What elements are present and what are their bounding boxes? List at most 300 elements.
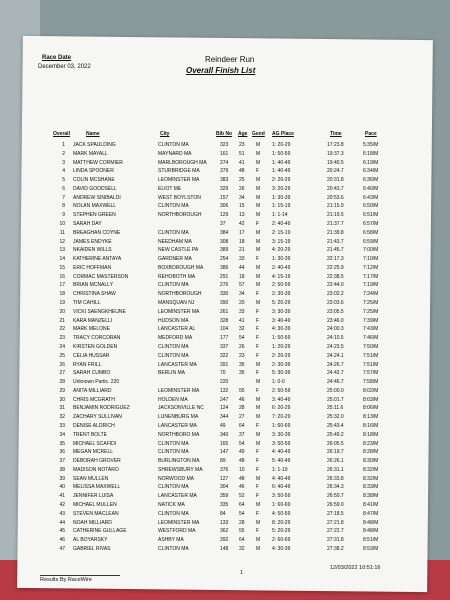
runner-gender: M <box>256 203 261 210</box>
runner-gender: M <box>256 273 261 280</box>
runner-city: STURBRIDGE MA <box>158 168 200 175</box>
runner-gender: M <box>256 264 261 271</box>
finish-time: 21:43.7 <box>327 238 344 245</box>
runner-gender: M <box>256 194 261 201</box>
footer-rule <box>40 575 120 576</box>
runner-city: CLINTON MA <box>158 545 189 552</box>
runner-age: 13 <box>239 212 245 219</box>
runner-age: 34 <box>239 194 245 201</box>
runner-city: LANCASTER AL <box>158 326 196 333</box>
runner-name: Unknown Partic. 220 <box>73 379 120 386</box>
runner-gender: M <box>256 475 261 482</box>
table-row <box>0 335 450 344</box>
runner-name: NOAH MILLIARD <box>73 519 112 526</box>
runner-city: GARDNER MA <box>158 256 192 263</box>
age-group-place: 4: 40-49 <box>272 449 291 456</box>
runner-name: CORMAC MASTERSON <box>73 273 129 280</box>
age-group-place: 5: 40-49 <box>272 458 291 465</box>
runner-gender: F <box>256 370 260 377</box>
age-group-place: 2: 60-69 <box>272 537 291 544</box>
table-row <box>0 484 450 493</box>
runner-name: CATHERINE GULLAGE <box>73 528 127 535</box>
runner-name: BREAGHAN COYNE <box>73 229 121 236</box>
runner-city: CLINTON MA <box>158 440 189 447</box>
runner-city: LEOMINSTER MA <box>158 519 200 526</box>
pace: 8:23/M <box>363 440 379 447</box>
age-group-place: 2: 20-29 <box>272 177 291 184</box>
table-row <box>0 256 450 265</box>
finish-time: 20:31.8 <box>327 177 344 184</box>
runner-city: ELIOT ME <box>158 185 182 192</box>
runner-age: 28 <box>239 519 245 526</box>
runner-age: 21 <box>239 247 245 254</box>
table-row <box>0 414 450 423</box>
bib-number: 124 <box>220 405 229 412</box>
overall-place: 4 <box>62 168 65 175</box>
results-by: Results By RaceWire <box>40 577 92 583</box>
overall-place: 3 <box>62 159 65 166</box>
table-row <box>0 309 450 318</box>
runner-name: SARAH CUMBO <box>73 370 111 377</box>
runner-city: MAYNARD MA <box>158 150 192 157</box>
runner-age: 57 <box>239 282 245 289</box>
runner-gender: M <box>256 282 261 289</box>
finish-time: 20:53.6 <box>327 194 344 201</box>
runner-age: 55 <box>239 528 245 535</box>
age-group-place: 1: 20-29 <box>272 142 291 148</box>
pace: 8:38/M <box>363 493 379 500</box>
age-group-place: 6: 20-29 <box>272 405 291 412</box>
table-row <box>0 449 450 458</box>
finish-time: 22:38.5 <box>327 273 344 280</box>
runner-age: 41 <box>239 159 245 166</box>
bib-number: 291 <box>220 273 229 280</box>
overall-place: 22 <box>59 326 65 333</box>
table-row <box>0 300 450 309</box>
overall-place: 40 <box>59 484 65 491</box>
runner-city: LEOMINSTER MA <box>158 387 200 394</box>
runner-age: 32 <box>239 326 245 333</box>
runner-age: 32 <box>239 545 245 552</box>
overall-place: 41 <box>59 493 65 500</box>
bib-number: 323 <box>220 142 229 148</box>
finish-time: 27:18.5 <box>327 510 344 517</box>
col-header-name: Name <box>86 131 100 137</box>
bib-number: 70 <box>220 370 226 377</box>
runner-name: TRENT BOLTE <box>73 431 107 438</box>
table-row <box>0 546 450 555</box>
age-group-place: 3: 50-59 <box>272 493 291 500</box>
runner-name: MELISSA MAXWELL <box>73 484 121 491</box>
runner-city: HOLDEN MA <box>158 396 188 403</box>
overall-place: 15 <box>59 264 65 271</box>
runner-age: 48 <box>239 475 245 482</box>
overall-place: 24 <box>59 343 65 350</box>
age-group-place: 1: 40-49 <box>272 168 291 175</box>
runner-gender: F <box>256 466 260 473</box>
runner-gender: F <box>256 528 260 535</box>
runner-city: MEDFORD MA <box>158 335 193 342</box>
pace: 7:58/M <box>363 379 379 386</box>
age-group-place: 4: 40-49 <box>272 475 291 482</box>
race-date-label: Race Date <box>42 55 72 61</box>
finish-time: 23:02.2 <box>327 291 344 298</box>
runner-name: LINDA SPOONER <box>73 168 114 175</box>
runner-gender: M <box>256 537 261 544</box>
runner-gender: F <box>256 256 260 263</box>
table-row <box>0 239 450 248</box>
overall-place: 8 <box>62 203 65 210</box>
table-row <box>0 282 450 291</box>
bib-number: 165 <box>220 440 229 447</box>
col-header-age: Age <box>238 131 248 137</box>
bib-number: 328 <box>220 317 229 324</box>
table-row <box>0 177 450 186</box>
table-row <box>0 528 450 537</box>
finish-time: 21:19.5 <box>327 212 344 219</box>
runner-city: CLINTON MA <box>158 343 189 350</box>
age-group-place: 6: 40-49 <box>272 484 291 491</box>
overall-place: 28 <box>59 379 65 386</box>
finish-time: 27:22.7 <box>327 528 344 535</box>
table-row <box>0 344 450 353</box>
runner-name: AL BOYARSKY <box>73 537 108 544</box>
table-row <box>0 186 450 195</box>
bib-number: 362 <box>220 528 229 535</box>
overall-place: 38 <box>59 466 65 473</box>
runner-gender: F <box>256 510 260 517</box>
bib-number: 322 <box>220 352 229 359</box>
table-row <box>0 511 450 520</box>
runner-gender: F <box>256 326 260 333</box>
runner-name: NOLAN MAXWELL <box>73 203 117 210</box>
runner-name: ERIC HOFFMAN <box>73 264 112 271</box>
runner-city: CLINTON MA <box>158 203 189 210</box>
runner-age: 27 <box>239 414 245 421</box>
pace: 7:50/M <box>363 343 379 350</box>
age-group-place: 1: 0-0 <box>272 379 285 386</box>
runner-age: 25 <box>239 177 245 184</box>
finish-time: 21:39.8 <box>327 229 344 236</box>
table-row <box>0 537 450 546</box>
age-group-place: 5: 20-29 <box>272 528 291 535</box>
runner-city: HUDSON MA <box>158 317 189 324</box>
finish-time: 25:11.6 <box>327 405 344 412</box>
bib-number: 337 <box>220 343 229 350</box>
bib-number: 376 <box>220 466 229 473</box>
runner-age: 48 <box>239 458 245 465</box>
age-group-place: 3: 50-59 <box>272 440 291 447</box>
bib-number: 132 <box>220 387 229 394</box>
finish-time: 24:42.7 <box>327 370 344 377</box>
runner-name: KARA MANZELLI <box>73 317 113 324</box>
overall-place: 46 <box>59 537 65 544</box>
bib-number: 127 <box>220 475 229 482</box>
runner-age: 42 <box>239 221 245 228</box>
overall-place: 39 <box>59 475 65 482</box>
overall-place: 2 <box>62 150 65 157</box>
pace: 7:57/M <box>363 370 379 377</box>
runner-gender: F <box>256 335 260 342</box>
table-row <box>0 405 450 414</box>
runner-gender: F <box>256 422 260 429</box>
bib-number: 254 <box>220 256 229 263</box>
runner-gender: F <box>256 387 260 394</box>
overall-place: 25 <box>59 352 65 359</box>
age-group-place: 4: 50-59 <box>272 510 291 517</box>
bib-number: 390 <box>220 300 229 307</box>
runner-gender: M <box>256 185 261 192</box>
finish-time: 27:38.2 <box>327 545 344 552</box>
table-row <box>0 520 450 529</box>
runner-city: CLINTON MA <box>158 229 189 236</box>
pace: 7:43/M <box>363 326 379 333</box>
overall-place: 31 <box>59 405 65 412</box>
finish-time: 25:43.4 <box>327 422 344 429</box>
overall-place: 20 <box>59 308 65 315</box>
table-row <box>0 353 450 362</box>
runner-name: MARK MELONE <box>73 326 110 333</box>
runner-city: REHOBOTH MA <box>158 273 196 280</box>
table-row <box>0 493 450 502</box>
pace: 8:28/M <box>363 449 379 456</box>
runner-gender: F <box>256 449 260 456</box>
runner-city: BOXBOROUGH MA <box>158 264 204 271</box>
runner-age: 44 <box>239 264 245 271</box>
age-group-place: 1: 20-29 <box>272 343 291 350</box>
runner-age: 10 <box>239 466 245 473</box>
runner-name: RYAN FRILL <box>73 361 102 368</box>
runner-name: GABRIEL RIVAS <box>73 545 111 552</box>
pace: 6:50/M <box>363 203 379 210</box>
runner-gender: M <box>256 361 261 368</box>
bib-number: 335 <box>220 501 229 508</box>
table-row <box>0 274 450 283</box>
age-group-place: 2: 40-49 <box>272 221 291 228</box>
pace: 6:43/M <box>363 194 379 201</box>
runner-age: 20 <box>239 300 245 307</box>
pace: 8:13/M <box>363 414 379 421</box>
finish-time: 23:05.5 <box>327 308 344 315</box>
runner-age: 51 <box>239 150 245 157</box>
overall-place: 43 <box>59 510 65 517</box>
age-group-place: 1: 30-39 <box>272 194 291 201</box>
bib-number: 161 <box>220 150 229 157</box>
table-row <box>0 212 450 221</box>
runner-age: 28 <box>239 405 245 412</box>
finish-time: 19:40.5 <box>327 159 344 166</box>
table-row <box>0 370 450 379</box>
age-group-place: 2: 50-59 <box>272 387 291 394</box>
runner-gender: M <box>256 212 261 219</box>
finish-time: 25:32.0 <box>327 414 344 421</box>
overall-place: 10 <box>59 221 65 228</box>
pace: 8:53/M <box>363 545 379 552</box>
bib-number: 306 <box>220 203 229 210</box>
bib-number: 89 <box>220 458 226 465</box>
runner-name: KATHERINE ANTAYA <box>73 256 122 263</box>
age-group-place: 5: 30-39 <box>272 370 291 377</box>
pace: 7:12/M <box>363 264 379 271</box>
runner-age: 35 <box>239 370 245 377</box>
age-group-place: 5: 20-29 <box>272 300 291 307</box>
bib-number: 274 <box>220 159 229 166</box>
pace: 6:51/M <box>363 212 379 219</box>
bib-number: 308 <box>220 238 229 245</box>
runner-name: SARAH DAY <box>73 221 102 228</box>
col-header-city: City <box>160 131 170 137</box>
overall-place: 11 <box>59 229 65 236</box>
table-row <box>0 388 450 397</box>
bib-number: 391 <box>220 361 229 368</box>
runner-name: CELIA HUSSAR <box>73 352 110 359</box>
runner-gender: M <box>256 150 261 157</box>
table-row <box>0 467 450 476</box>
overall-place: 32 <box>59 414 65 421</box>
finish-time: 26:05.5 <box>327 440 344 447</box>
runner-city: CLINTON MA <box>158 352 189 359</box>
table-row <box>0 291 450 300</box>
overall-place: 26 <box>59 361 65 368</box>
finish-time: 24:24.1 <box>327 352 344 359</box>
pace: 7:00/M <box>363 247 379 254</box>
runner-gender: M <box>256 519 261 526</box>
runner-city: LUNENBURG MA <box>158 414 199 421</box>
pace: 7:46/M <box>363 335 379 342</box>
runner-city: WESTFORD MA <box>158 528 196 535</box>
bib-number: 49 <box>220 422 226 429</box>
runner-age: 64 <box>239 422 245 429</box>
overall-place: 16 <box>59 273 65 280</box>
runner-name: KIRSTEN GOLDEN <box>73 343 118 350</box>
runner-name: CHRISTINA SHAW <box>73 291 116 298</box>
runner-age: 54 <box>239 510 245 517</box>
runner-city: LEOMINSTER MA <box>158 177 200 184</box>
overall-place: 13 <box>59 247 65 254</box>
race-title: Reindeer Run <box>205 55 255 64</box>
runner-name: DENISE ALDRICH <box>73 422 115 429</box>
runner-city: CLINTON MA <box>158 484 189 491</box>
runner-gender: M <box>256 247 261 254</box>
runner-city: NEEDHAM MA <box>158 238 192 245</box>
bib-number: 84 <box>220 510 226 517</box>
runner-gender: F <box>256 458 260 465</box>
runner-name: MATTHEW CORMIER <box>73 159 123 166</box>
pace: 8:48/M <box>363 519 379 526</box>
pace: 5:35/M <box>363 142 379 148</box>
bib-number: 359 <box>220 493 229 500</box>
runner-name: SEAN MULLEN <box>73 475 109 482</box>
runner-city: BURLINGTON MA <box>158 458 200 465</box>
overall-place: 37 <box>59 458 65 465</box>
runner-gender: M <box>256 501 261 508</box>
finish-time: 23:46.0 <box>327 317 344 324</box>
bib-number: 383 <box>220 177 229 184</box>
age-group-place: 3: 30-39 <box>272 308 291 315</box>
pace: 8:33/M <box>363 484 379 491</box>
runner-age: 54 <box>239 440 245 447</box>
pace: 7:25/M <box>363 308 379 315</box>
runner-city: ASHBY MA <box>158 537 184 544</box>
pace: 8:32/M <box>363 466 379 473</box>
finish-time: 26:26.1 <box>327 458 344 465</box>
overall-place: 19 <box>59 300 65 307</box>
runner-city: LANCASTER MA <box>158 493 197 500</box>
runner-gender: M <box>256 300 261 307</box>
runner-name: ANDREW SINIBALDI <box>73 194 121 201</box>
col-header-overall: Overall <box>53 131 70 137</box>
pace: 8:02/M <box>363 387 379 394</box>
runner-name: DEBORAH GROVER <box>73 458 121 465</box>
runner-age: 46 <box>239 396 245 403</box>
bib-number: 392 <box>220 537 229 544</box>
finish-time: 22:17.3 <box>327 256 344 263</box>
finish-time: 24:26.7 <box>327 361 344 368</box>
table-row <box>0 160 450 169</box>
age-group-place: 2: 50-59 <box>272 282 291 289</box>
pace: 8:48/M <box>363 528 379 535</box>
runner-age: 33 <box>239 308 245 315</box>
finish-time: 17:23.8 <box>327 142 344 148</box>
table-row <box>0 441 450 450</box>
table-row <box>0 168 450 177</box>
runner-name: MARK MAYALL <box>73 150 108 157</box>
pace: 6:58/M <box>363 229 379 236</box>
age-group-place: 1: 30-39 <box>272 256 291 263</box>
finish-time: 26:34.3 <box>327 484 344 491</box>
runner-city: JACKSONVILLE NC <box>158 405 204 412</box>
runner-gender: M <box>256 238 261 245</box>
runner-name: TRACY CORCORAN <box>73 335 121 342</box>
age-group-place: 1: 50-59 <box>272 150 291 157</box>
age-group-place: 1: 15-19 <box>272 203 291 210</box>
age-group-place: 4: 20-29 <box>272 247 291 254</box>
runner-city: NATICK MA <box>158 501 185 508</box>
runner-city: CLINTON MA <box>158 449 189 456</box>
runner-age: 17 <box>239 229 245 236</box>
age-group-place: 1: 40-49 <box>272 159 291 166</box>
runner-gender: M <box>256 405 261 412</box>
runner-gender: F <box>256 484 260 491</box>
finish-time: 20:24.7 <box>327 168 344 175</box>
pace: 7:51/M <box>363 352 379 359</box>
table-row <box>0 362 450 371</box>
age-group-place: 3: 30-39 <box>272 431 291 438</box>
runner-age: 18 <box>239 273 245 280</box>
runner-age: 23 <box>239 352 245 359</box>
overall-place: 9 <box>62 212 65 219</box>
age-group-place: 4: 15-19 <box>272 273 291 280</box>
runner-city: LEOMINSTER MA <box>158 308 200 315</box>
runner-name: MICHAEL SCAFIDI <box>73 440 117 447</box>
runner-name: MICHAEL MULLEN <box>73 501 117 508</box>
age-group-place: 1: 1-14 <box>272 212 288 219</box>
pace: 8:32/M <box>363 475 379 482</box>
bib-number: 379 <box>220 168 229 175</box>
finish-time: 21:45.7 <box>327 247 344 254</box>
table-row <box>0 230 450 239</box>
age-group-place: 1: 50-59 <box>272 335 291 342</box>
overall-place: 29 <box>59 387 65 394</box>
runner-gender: M <box>256 159 261 166</box>
bib-number: 157 <box>220 194 229 201</box>
age-group-place: 8: 20-29 <box>272 519 291 526</box>
pace: 7:24/M <box>363 291 379 298</box>
finish-time: 21:37.7 <box>327 221 344 228</box>
runner-age: 33 <box>239 256 245 263</box>
bib-number: 276 <box>220 282 229 289</box>
runner-city: LANCASTER MA <box>158 361 197 368</box>
